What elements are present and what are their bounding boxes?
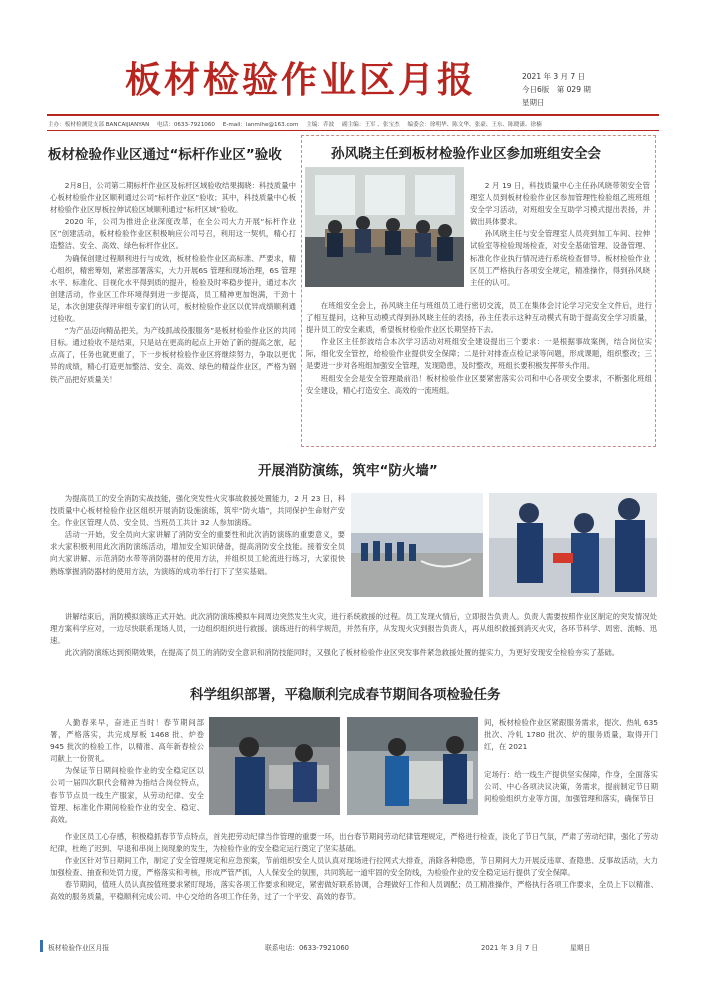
credit-board: 编委会：徐明华、陈文华、张豪、王东、陈晓潇、徐楠 (407, 122, 542, 128)
paragraph: “为产品迈向精品把关，为产线抓战役服服务”是板材检验作业区的共同目标。通过验收不是结束，只是站在更高的起点上开始了新的提高之旅，起点高了，任务也就更重了，下一步板材检验作业区将继续努力，争取以更优异的成绩，精心打造更加整洁、安全、高效、绿色的精益作业区，严格为钢铁产品把好质量关！ (50, 326, 296, 384)
fire-body-upper (50, 493, 345, 578)
fire-drill-photo-1 (351, 493, 483, 597)
issue-weekday: 星期日 (522, 98, 545, 107)
festival-headline: 科学组织部署，平稳顺利完成春节期间各项检验任务 (190, 687, 501, 703)
paragraph: 2020 年，公司为推进企业深度改革，在全公司大力开展“标杆作业区”创建活动，板材检验作业区积极响应公司号召，利用这一契机，精心打造整洁、安全、高效、绿色标杆作业区。 (50, 217, 296, 251)
fire-drill-photo-2 (489, 493, 657, 597)
credit-sponsor: 主办：板材检测党支部 BANCAIJIANYAN (48, 122, 150, 128)
masthead (125, 56, 515, 104)
credit-phone: 电话：0633-7921060 (157, 122, 215, 128)
sun-headline: 孙风晓主任到板材检验作业区参加班组安全会 (331, 146, 601, 162)
sun-body-bottom (306, 300, 652, 397)
credit-email: E-mail：lanmihe@163.com (222, 122, 299, 128)
paragraph: 2 月 19 日，科技质量中心主任孙风晓带领安全管理室人员到板材检验作业区参加管理性检验组乙班班组安全学习活动，对班组安全互助学习模式提出表扬，并做出具体要求。 (470, 181, 650, 227)
benchmark-headline: 板材检验作业区通过“标杆作业区”验收 (48, 147, 282, 163)
paragraph: 为提高员工的安全消防实战技能，强化突发性火灾事故救援处置能力，2 月 23 日，科技质量中心板材检验作业区组织开展消防设施演练，筑牢“防火墙”，共同保护生命财产安全。作业区管理人员、安全员、当班员工共计 32 人参加演练。 (50, 494, 345, 528)
issue-info (522, 70, 672, 109)
festival-body-right-mid (484, 769, 658, 805)
paragraph: 孙风晓主任与安全管理室人员亮到加工车间、拉伸试验室等检验现场检查，对安全基础管理、设备管理、标准化作业执行情况进行系统检查督导。板材检验作业区员工严格执行各项安全规定，精准操作，得到孙风晓主任的认可。 (470, 229, 650, 287)
inspection-photo-2 (347, 717, 478, 815)
festival-body-left (50, 717, 204, 826)
paragraph: 作业区针对节日期间工作，制定了安全管理规定和应急预案，节前组织安全人员认真对现场进行拉网式大排查，消除各种隐患，节日期间大力开展反违章、查隐患、反事故活动，大力加强检查、抽查和处罚力度，严格落实和考核，形成严管严抓，人人保安全的氛围，共同筑起一道牢固的安全防线，为检验作业的安全稳定运行提供了安全保障。 (50, 856, 658, 878)
paragraph: 作业区员工心存感，积极稳抓春节节点特点，首先把劳动纪律当作管理的重要一环，出台春节期间劳动纪律管理规定，严格进行检查，淡化了节日气氛，严肃了劳动纪律，强化了劳动纪律，杜绝了迟到、早退和串岗上岗现象的发生，为检验作业的安全稳定运行奠定了坚实基础。 (50, 832, 658, 854)
credit-deputy: 副主编：王军 、张宝杰 (341, 122, 400, 128)
inspection-photo-1 (209, 717, 340, 815)
benchmark-body (50, 180, 296, 386)
credits-line (48, 120, 660, 128)
paragraph: 为确保创建过程顺利进行与成效，板材检验作业区高标准、严要求，精心组织，精密筹划，紧密部署落实，大力开展6S 管理和现场治理，6S 管理水平、标准化、目视化水平得到质的提升，检验及时率稳步提升，通过本次创建活动，作业区工作环境得到进一步提高，员工精神更加饱满，干劲十足，本次创建获得评审组专家们的认可，板材检验作业区以优异成绩顺利通过验收。 (50, 253, 296, 324)
paragraph: 人勤春来早，奋进正当时！春节期间部署，严格落实，共完成厚板 1468 批、炉卷 945 批次的检验工作，以精准、高年新春检公司献上一份贺礼。 (50, 718, 204, 764)
festival-body-bottom (50, 831, 658, 904)
credit-editor: 主编：乔波 (306, 122, 335, 128)
paragraph: 2月8日，公司第二期标杆作业区及标杆区域验收结果揭晓：科技质量中心板材检验作业区顺利通过公司“标杆作业区”验收；其中，科技质量中心板材检验作业区厚板拉伸试验区域顺利通过“标杆区域”验收。 (50, 181, 296, 215)
credits-divider (47, 130, 659, 131)
sun-body-top (470, 180, 650, 289)
paragraph: 讲解结束后，消防模拟演练正式开始。此次消防演练模拟车间周边突然发生火灾，进行系统救援的过程。员工发现火情后，立即报告负责人。负责人需要按照作业区制定的突发情况处理方案科学应对，一边尽快联系现场人员，一边组织组织进行救援。演练进行的科学规范，并然有序，从发现火灾到报告负责人，再从组织救援到消灭火灾，各环节科学、周密、流畅、迅速。 (50, 612, 657, 646)
paragraph: 间，板材检验作业区紧跟服务需求，提次、热轧 635 批次、冷轧 1780 批次、炉的服务质量，取得开门红，在 2021 (484, 718, 658, 752)
footer-date: 2021 年 3 月 7 日 (481, 944, 539, 952)
fire-headline: 开展消防演练，筑牢“防火墙” (258, 463, 438, 479)
paragraph: 班组安全会是安全管理最前沿！板材检验作业区要紧密落实公司和中心各项安全要求，不断强化班组安全建设，精心打造安全、高效的一流班组。 (306, 373, 652, 395)
fire-body-lower (50, 611, 657, 659)
footer-name: 板材检验作业区月报 (48, 944, 110, 952)
issue-edition: 今日6版 第 029 期 (522, 85, 591, 94)
footer-accent (40, 940, 43, 952)
paragraph: 春节期间，值班人员认真按值班要求紧盯现场，落实各项工作要求和规定，紧密做好联系协调，合理做好工作和人员调配；员工精准操作，严格执行各项工作要求，全员上下以精准、高效的服务质量，平稳顺利完成公司、中心交给的各项工作任务，过了一个平安、高效的春节。 (50, 880, 658, 902)
masthead-divider (47, 114, 659, 116)
paragraph: 活动一开始，安全员向大家讲解了消防安全的重要性和此次消防演练的重要意义，要求大家积极利用此次消防演练活动，增加安全知识储备，提高消防安全技能。接着安全员向大家讲解、示范消防水带等消防器材的使用方法，并组织员工轮流进行练习，大家很快熟练掌握消防器材的使用方法，为演练的成功举行打下了坚实基础。 (50, 530, 345, 576)
footer-phone: 联系电话：0633-7921060 (265, 944, 350, 952)
festival-body-right-top (484, 717, 658, 753)
masthead-title: 板材检验作业区月报 (125, 59, 477, 101)
footer-weekday: 星期日 (570, 944, 591, 952)
paragraph: 为保证节日期间检验作业的安全稳定区以公司一届四次职代会精神为指结合岗位特点，春节节点员一线生产服家，从劳动纪律、安全管理、标准化作期间检验作业的安全、稳定、高效。 (50, 766, 204, 824)
paragraph: 此次消防演练达到预期效果，在提高了员工的消防安全意识和消防技能同时，又强化了板材检验作业区突发事件紧急救援处置的提实力，为更好安现安全检验夯实了基础。 (64, 648, 620, 658)
paragraph: 定场行：给一线生产提供坚实保障，作身，全面落实公司、中心各项决议决策，务需求，提前制定节日期间检验组织方业等方面，加强管理和落实，确保节日 (484, 770, 658, 804)
meeting-photo (305, 167, 464, 287)
paragraph: 作业区主任彭波结合本次学习活动对班组安全建设提出三个要求：一是根据事故案例，结合岗位实际，细化安全管控，给检验作业提供安全保障；二是针对排查点检记录等问题，形成课题，组织整改；三是要进一步对各班组加强安全管理，发现隐患，及时整改，班组长要积极发挥带头作用。 (306, 337, 652, 371)
issue-date: 2021 年 3 月 7 日 (522, 72, 586, 81)
paragraph: 在班组安全会上，孙风晓主任与班组员工进行密切交流，员工在集体会讨论学习完安全文件后，进行了相互提问，这种互动模式得到孙风晓主任的表扬，孙主任表示这种互动模式有助于提高安全学习质量，提升员工的安全素质，希望板材检验作业区长期坚持下去。 (306, 301, 652, 335)
